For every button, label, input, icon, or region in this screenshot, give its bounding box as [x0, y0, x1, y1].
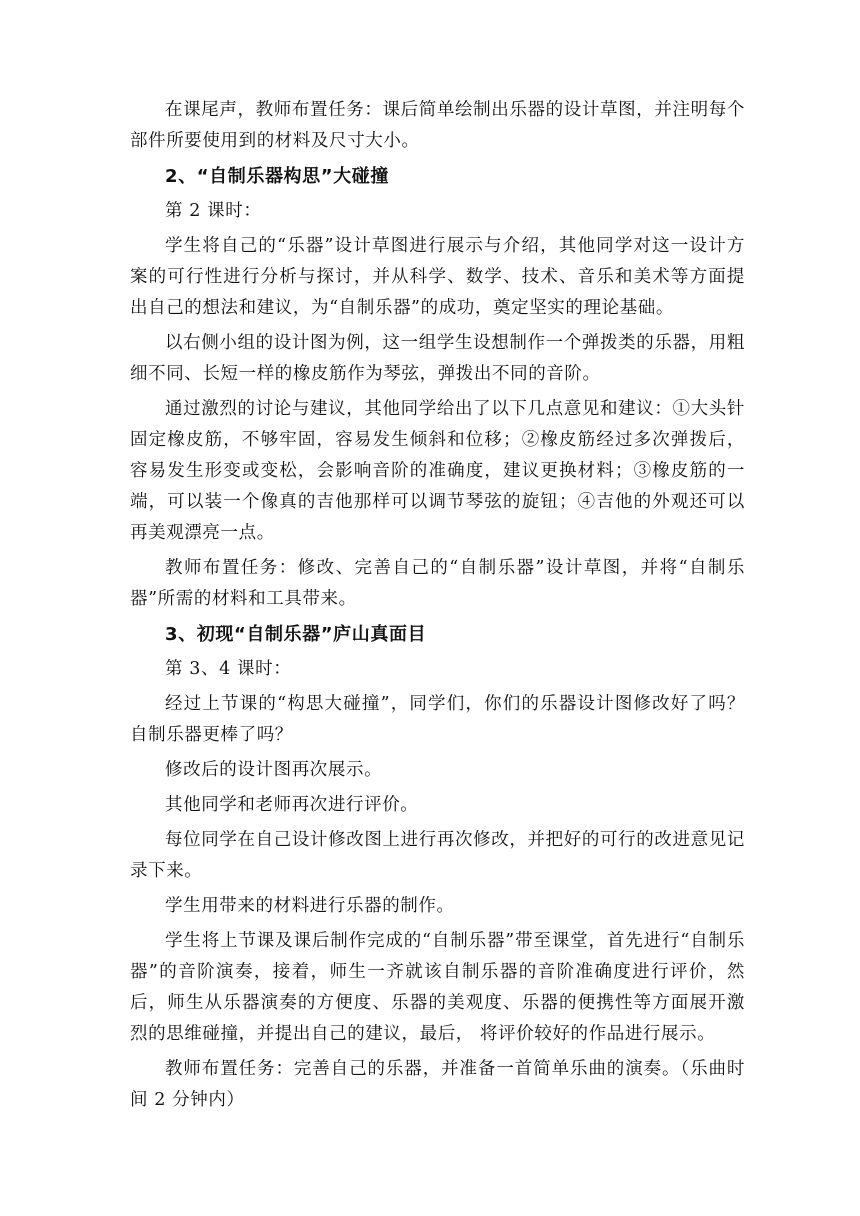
paragraph-modify-record: 每位同学在自己设计修改图上进行再次修改，并把好的可行的改进意见记录下来。	[130, 830, 745, 881]
paragraph-presentation: 学生将自己的“乐器”设计草图进行展示与介绍，其他同学对这一设计方案的可行性进行分析与探讨，并从科学、数学、技术、音乐和美术等方面提出自己的想法和建议，为“自制乐器”的成功，奠定坚实的理论基础。	[130, 236, 745, 318]
lesson-label-2: 第 2 课时：	[165, 201, 262, 221]
paragraph-review-question: 经过上节课的“构思大碰撞”，同学们，你们的乐器设计图修改好了吗？自制乐器更棒了吗？	[130, 694, 745, 745]
paragraph-evaluate: 其他同学和老师再次进行评价。	[165, 795, 419, 815]
paragraph-assignment-sketch: 在课尾声，教师布置任务：课后简单绘制出乐器的设计草图，并注明每个部件所要使用到的材料及尺寸大小。	[130, 100, 745, 151]
paragraph-assignment-perform: 教师布置任务：完善自己的乐器，并准备一首简单乐曲的演奏。（乐曲时间 2 分钟内）	[130, 1059, 745, 1110]
paragraph-assignment-revise: 教师布置任务：修改、完善自己的“自制乐器”设计草图，并将“自制乐器”所需的材料和工具带来。	[130, 558, 745, 609]
section-heading-3: 3、初现“自制乐器”庐山真面目	[165, 624, 427, 645]
lesson-label-3-4: 第 3、4 课时：	[165, 659, 292, 679]
paragraph-performance-evaluation: 学生将上节课及课后制作完成的“自制乐器”带至课堂，首先进行“自制乐器”的音阶演奏，接着，师生一齐就该自制乐器的音阶准确度进行评价，然后，师生从乐器演奏的方便度、乐器的美观度、乐器的便携性等方面展开激烈的思维碰撞，并提出自己的建议，最后， 将评价较好的作品进行展示。	[130, 931, 745, 1044]
section-heading-2: 2、“自制乐器构思”大碰撞	[165, 166, 389, 187]
paragraph-show-revised: 修改后的设计图再次展示。	[165, 760, 383, 780]
document-body	[130, 95, 745, 1116]
paragraph-example-group: 以右侧小组的设计图为例，这一组学生设想制作一个弹拨类的乐器，用粗细不同、长短一样的橡皮筋作为琴弦，弹拨出不同的音阶。	[130, 333, 745, 384]
paragraph-suggestions: 通过激烈的讨论与建议，其他同学给出了以下几点意见和建议：①大头针固定橡皮筋，不够牢固，容易发生倾斜和位移；②橡皮筋经过多次弹拨后，容易发生形变或变松，会影响音阶的准确度，建议更换材料；③橡皮筋的一端，可以装一个像真的吉他那样可以调节琴弦的旋钮；④吉他的外观还可以再美观漂亮一点。	[130, 399, 745, 543]
paragraph-make-instrument: 学生用带来的材料进行乐器的制作。	[165, 896, 455, 916]
